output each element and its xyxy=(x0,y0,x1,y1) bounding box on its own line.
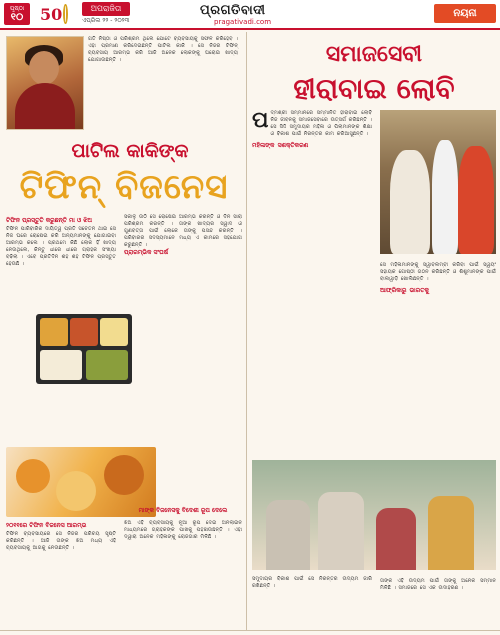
left-col1b-text: ଟିଫିନ ବ୍ୟବସାୟରେ ସେ ନିଜର ପରିଚୟ ସୃଷ୍ଟି କରିଛନ୍ତି । ଆଜି ତାଙ୍କ ଝିଅ ମଧ୍ୟ ଏହି ବ୍ୟବସାୟକୁ ଆଗକୁ ନେଉଛନ୍ତି । xyxy=(6,531,116,551)
photo-person xyxy=(428,496,474,570)
photo-person xyxy=(266,500,310,570)
anniversary-number: 50 xyxy=(40,4,63,24)
pull-quote: ମାଙ୍କ ବିଜନେସକୁ ବିଦେଶୀ ରୂପ ଦେଲେ xyxy=(138,507,228,514)
footer-rule xyxy=(0,630,500,631)
photo-face xyxy=(29,51,59,85)
drop-cap: ପ xyxy=(252,108,269,133)
newspaper-name: ପ୍ରଗତିବାଦୀ xyxy=(200,3,266,18)
section-label: ନୟନା xyxy=(434,4,496,23)
photo-person xyxy=(318,492,364,570)
page-number: ୧୦ xyxy=(10,12,24,23)
anniversary-logo xyxy=(40,2,68,26)
snack-item xyxy=(16,459,50,493)
award-ceremony-photo xyxy=(380,110,496,254)
right-bottom1-text: ସମୁଦାୟର ବିକାଶ ପାଇଁ ସେ ନିରନ୍ତର ଉଦ୍ୟମ ଜାରି ରଖିଛନ୍ତି । xyxy=(252,576,372,589)
right-col1-text: ଦ୍ମଶ୍ରୀ ସମ୍ମାନରେ ସମ୍ମାନିତ ହୀରାବାଇ ଲୋବି ନିଜ ଜୀବନକୁ ସମାଜସେବାରେ ଉତ୍ସର୍ଗ କରିଛନ୍ତି । ସେ ସିଦ୍ଦି ସମୁଦାୟର ମହିଳା ଓ ପିଲାମାନଙ୍କ ଶିକ୍ଷା ଓ ବିକାଶ ପାଇଁ ନିରନ୍ତର କାମ କରିଆସୁଛନ୍ତି । xyxy=(270,110,372,137)
portrait-photo xyxy=(6,36,84,130)
page-label: ପୃଷ୍ଠା xyxy=(9,5,25,12)
food-cell xyxy=(100,318,128,346)
date-line: ଏପ୍ରିଲ ୨୨ - ୨୦୨୩ xyxy=(82,17,130,24)
website-url: pragativadi.com xyxy=(214,18,272,26)
food-cell xyxy=(86,350,128,380)
left-subhead-2: ୨୦୧୧ରେ ଟିଫିନ ବିଜନେସ ଆରମ୍ଭ xyxy=(6,522,87,529)
photo-body xyxy=(15,83,75,129)
photo-person xyxy=(458,146,494,254)
right-title-line2: ହୀରାବାଇ ଲୋବି xyxy=(293,72,455,105)
right-title-line1: ସମାଜସେବୀ xyxy=(325,42,423,67)
right-col2 xyxy=(380,262,496,294)
byline: ଟିଫିନ ପ୍ରସ୍ତୁତି କରୁଛନ୍ତି ମା ଓ ଝିଅ xyxy=(6,217,92,224)
anniversary-ring-icon xyxy=(63,4,68,24)
right-col1 xyxy=(252,110,372,149)
photo-person xyxy=(432,140,458,254)
right-subhead-2: ମହିଳାଙ୍କ ସଶକ୍ତିକରଣ xyxy=(252,142,309,149)
tiffin-thali-image xyxy=(36,314,132,384)
snack-item xyxy=(104,455,144,495)
right-col2-text: ସେ ମହିଳାମାନଙ୍କୁ ସ୍ୱାବଲମ୍ବୀ କରିବା ପାଇଁ ସ୍ୱୟଂ ସହାୟକ ଗୋଷ୍ଠୀ ଗଠନ କରିଛନ୍ତି ଓ ଶିଶୁମାନଙ୍କ ପାଇଁ ବାଲୱାଡ଼ି ଖୋଲିଛନ୍ତି । xyxy=(380,262,496,282)
group-photo xyxy=(252,460,496,570)
left-subhead-1: ପ୍ରାରମ୍ଭିକ ସଂଘର୍ଷ xyxy=(124,249,169,256)
food-cell xyxy=(70,318,98,346)
snack-item xyxy=(56,471,96,511)
left-title-line1: ପାଟିଲ କାକିଙ୍କ xyxy=(71,140,189,162)
right-subhead-1: ଆଫ୍ରିକାରୁ ଭାରତକୁ xyxy=(380,287,429,294)
food-cell xyxy=(40,318,68,346)
right-bottom2-text: ତାଙ୍କ ଏହି ଉଦ୍ୟମ ପାଇଁ ତାଙ୍କୁ ଅନେକ ସମ୍ମାନ ମିଳିଛି । ସମାଜରେ ସେ ଏକ ଉଦାହରଣ । xyxy=(380,578,496,591)
food-cell xyxy=(40,350,82,380)
photo-person xyxy=(376,508,416,570)
page-number-box xyxy=(4,3,30,25)
left-col2b-text: ଝିଅ ଏହି ବ୍ୟବସାୟକୁ ନୂଆ ରୂପ ଦେଇ ଅନଲାଇନ ମାଧ୍ୟମରେ ଗ୍ରାହକଙ୍କ ପାଖକୁ ପହଞ୍ଚାଉଛନ୍ତି । ଏହା ଦ୍ୱାରା ଅନେକ ମହିଳାଙ୍କୁ ରୋଜଗାର ମିଳିଛି । xyxy=(124,520,242,540)
left-title-line2: ଟିଫିନ୍ ବିଜନେସ xyxy=(19,167,229,207)
photo-person xyxy=(390,150,430,254)
magazine-name: ଅପରାଜିତା xyxy=(82,2,130,16)
left-col2 xyxy=(124,214,242,257)
left-col1-text: ଟିଫିନ ପାରିବାରିକ ଦାୟିତ୍ୱ ପ୍ରତି ସଚେତନ ଥାଇ ସେ ନିଜ ଘରେ ରୋଷେଇ କରି ଅନ୍ୟମାନଙ୍କୁ ଯୋଗାଇବା ଆରମ୍ଭ କଲେ । ପ୍ରଥମେ କିଛି ଲୋକ ହିଁ ଖାଦ୍ୟ ନେଉଥିଲେ, କିନ୍ତୁ ଧୀରେ ଧୀରେ ଗ୍ରାହକ ସଂଖ୍ୟା ବଢିଲା । ଏବେ ପ୍ରତିଦିନ ଶହ ଶହ ଟିଫିନ ପ୍ରସ୍ତୁତ ହେଉଛି । xyxy=(6,226,116,267)
intro-text: ଗତି ନିଷ୍ଠା ଓ ପରିଶ୍ରମ ଥିଲେ ଯୋଟେ ବ୍ୟବସାୟକୁ ସଫଳ କରିହେବ । ଏହା ପ୍ରମାଣ କରିଦେଇଛନ୍ତି ପାଟିଲ କାକି । ସେ ନିଜର ଟିଫିନ୍ ବ୍ୟବସାୟ ଆରମ୍ଭ କରି ଆଜି ଅନେକ ଲୋକଙ୍କୁ ଘରୋଇ ଖାଦ୍ୟ ଯୋଗାଉଛନ୍ତି । xyxy=(88,36,238,63)
left-col2-text: ସକାଳୁ ଉଠି ସେ ରୋଷେଇ ଆରମ୍ଭ କରନ୍ତି ଓ ଦିନ ସାରା ପରିଶ୍ରମ କରନ୍ତି । ତାଙ୍କ ଖାଦ୍ୟର ସ୍ୱାଦ ଓ ଗୁଣବତ୍ତା ପାଇଁ ଲୋକେ ତାଙ୍କୁ ପସନ୍ଦ କରନ୍ତି । ପରିବାରର ସଦସ୍ୟମାନେ ମଧ୍ୟ ଏ କାମରେ ସହଯୋଗ କରୁଛନ୍ତି । xyxy=(124,214,242,248)
column-divider xyxy=(246,32,247,630)
